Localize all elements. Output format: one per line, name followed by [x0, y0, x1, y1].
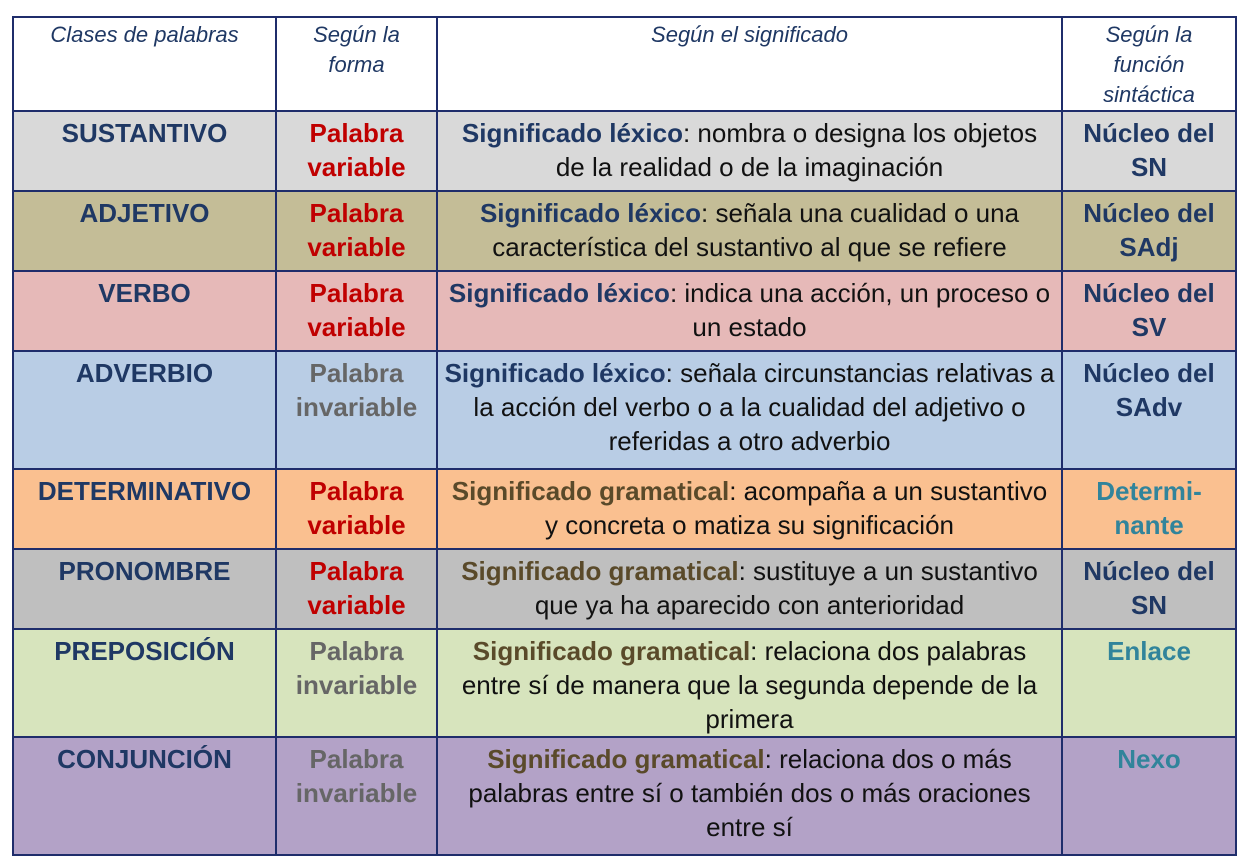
clase-cell: PREPOSICIÓN [13, 629, 276, 737]
table-row [13, 111, 1236, 191]
forma-cell: Palabra variable [276, 271, 437, 351]
significado-kind: Significado gramatical [461, 556, 739, 586]
clase-cell: PRONOMBRE [13, 549, 276, 629]
significado-cell [437, 191, 1062, 271]
header-forma: Según la forma [276, 17, 437, 111]
header-significado: Según el significado [437, 17, 1062, 111]
table-row [13, 191, 1236, 271]
significado-cell [437, 111, 1062, 191]
funcion-cell: Enlace [1062, 629, 1236, 737]
funcion-cell: Núcleo del SAdv [1062, 351, 1236, 469]
clase-cell: ADJETIVO [13, 191, 276, 271]
significado-text: : acompaña a un sustantivo y concreta o matiza su significación [545, 476, 1048, 540]
header-clase: Clases de palabras [13, 17, 276, 111]
significado-cell [437, 737, 1062, 855]
significado-kind: Significado léxico [479, 198, 702, 228]
significado-kind: Significado gramatical [487, 744, 765, 774]
funcion-cell: Núcleo del SAdj [1062, 191, 1236, 271]
significado-cell [437, 549, 1062, 629]
significado-text: : nombra o designa los objetos de la realidad o de la imaginación [555, 118, 1038, 182]
significado-kind: Significado léxico [461, 118, 683, 148]
forma-cell: Palabra variable [276, 111, 437, 191]
forma-cell: Palabra variable [276, 469, 437, 549]
forma-cell: Palabra variable [276, 191, 437, 271]
significado-cell [437, 271, 1062, 351]
significado-kind: Significado gramatical [472, 636, 751, 666]
forma-cell: Palabra invariable [276, 629, 437, 737]
significado-text: : indica una acción, un proceso o un estado [669, 278, 1051, 342]
funcion-cell: Núcleo del SN [1062, 549, 1236, 629]
clase-cell: VERBO [13, 271, 276, 351]
significado-text: : relaciona dos palabras entre sí de manera que la segunda depende de la primera [461, 636, 1038, 734]
table-row [13, 469, 1236, 549]
significado-text: : señala circunstancias relativas a la acción del verbo o a la cualidad del adjetivo o referidas a otro adverbio [473, 358, 1055, 456]
table-row [13, 737, 1236, 855]
funcion-cell: Nexo [1062, 737, 1236, 855]
header-row [13, 17, 1236, 111]
funcion-cell: Determi-nante [1062, 469, 1236, 549]
significado-kind: Significado léxico [444, 358, 666, 388]
clase-cell: ADVERBIO [13, 351, 276, 469]
significado-kind: Significado léxico [448, 278, 670, 308]
header-funcion: Según la función sintáctica [1062, 17, 1236, 111]
funcion-cell: Núcleo del SV [1062, 271, 1236, 351]
significado-cell [437, 629, 1062, 737]
table-row [13, 549, 1236, 629]
table-row [13, 351, 1236, 469]
significado-text: : relaciona dos o más palabras entre sí o también dos o más oraciones entre sí [468, 744, 1031, 842]
clase-cell: SUSTANTIVO [13, 111, 276, 191]
significado-cell [437, 469, 1062, 549]
funcion-cell: Núcleo del SN [1062, 111, 1236, 191]
significado-text: : señala una cualidad o una característica del sustantivo al que se refiere [492, 198, 1020, 262]
clase-cell: DETERMINATIVO [13, 469, 276, 549]
clase-cell: CONJUNCIÓN [13, 737, 276, 855]
table-row [13, 271, 1236, 351]
significado-kind: Significado gramatical [451, 476, 730, 506]
forma-cell: Palabra invariable [276, 351, 437, 469]
significado-text: : sustituye a un sustantivo que ya ha aparecido con anterioridad [534, 556, 1038, 620]
forma-cell: Palabra invariable [276, 737, 437, 855]
word-classes-table [12, 16, 1237, 856]
significado-cell [437, 351, 1062, 469]
table-row [13, 629, 1236, 737]
forma-cell: Palabra variable [276, 549, 437, 629]
